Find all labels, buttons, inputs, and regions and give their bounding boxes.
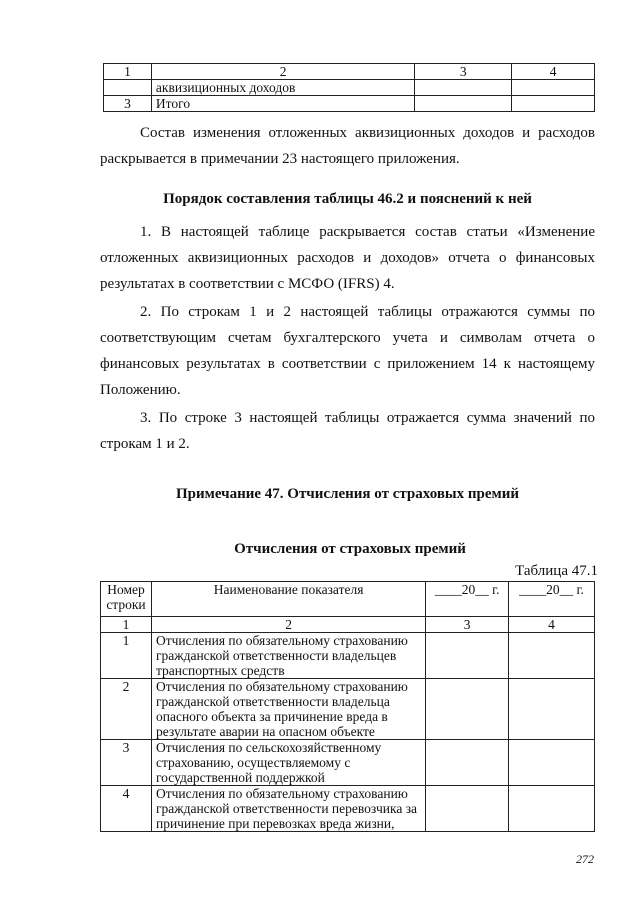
value-cell <box>426 786 509 832</box>
page-number: 272 <box>576 852 594 866</box>
row-name: Отчисления по обязательному страхованию гражданской ответственности перевозчика за причинение при перевозках вреда жизни, <box>151 786 425 832</box>
value-cell <box>426 679 509 740</box>
table-header-row <box>104 64 595 80</box>
section-heading: Порядок составления таблицы 46.2 и пояснений к ней <box>163 191 532 207</box>
paragraph: 3. По строке 3 настоящей таблицы отражается сумма значений по строкам 1 и 2. <box>100 410 595 452</box>
header-name: Наименование показателя <box>151 582 425 617</box>
table-cell: 3 <box>415 64 512 80</box>
table-cell: 1 <box>104 64 152 80</box>
table-cell: 2 <box>151 617 425 633</box>
paragraph: 2. По строкам 1 и 2 настоящей таблицы отражаются суммы по соответствующим счетам бухгалтерского учета и символам отчета о финансовых результатах в соответствии с приложением 14 к настоящему Положению. <box>100 304 595 398</box>
value-cell <box>509 786 595 832</box>
table-index-row <box>101 617 595 633</box>
value-cell <box>509 633 595 679</box>
row-number: 4 <box>101 786 152 832</box>
table-row <box>101 740 595 786</box>
row-name: Отчисления по сельскохозяйственному страхованию, осуществляемому с государственной поддержкой <box>151 740 425 786</box>
table-header-row <box>101 582 595 617</box>
value-cell <box>512 80 595 96</box>
table-cell: 2 <box>151 64 415 80</box>
value-cell <box>509 740 595 786</box>
table-row <box>101 633 595 679</box>
table-47-1 <box>100 581 595 832</box>
table-caption: Таблица 47.1 <box>515 563 598 579</box>
table-title: Отчисления от страховых премий <box>234 541 466 557</box>
row-number: 1 <box>101 633 152 679</box>
value-cell <box>426 740 509 786</box>
value-cell <box>415 80 512 96</box>
row-number <box>104 80 152 96</box>
row-number: 3 <box>101 740 152 786</box>
row-name: аквизиционных доходов <box>151 80 415 96</box>
table-cell: 4 <box>509 617 595 633</box>
table-cell: 1 <box>101 617 152 633</box>
table-row <box>101 786 595 832</box>
table-row <box>101 679 595 740</box>
value-cell <box>415 96 512 112</box>
value-cell <box>512 96 595 112</box>
table-row <box>104 80 595 96</box>
row-name: Итого <box>151 96 415 112</box>
table-cell: 3 <box>426 617 509 633</box>
table-row <box>104 96 595 112</box>
row-number: 2 <box>101 679 152 740</box>
row-name: Отчисления по обязательному страхованию гражданской ответственности владельцев транспортных средств <box>151 633 425 679</box>
note-title: Примечание 47. Отчисления от страховых премий <box>175 486 520 502</box>
value-cell <box>426 633 509 679</box>
header-number: Номер строки <box>101 582 152 617</box>
paragraph: Состав изменения отложенных аквизиционных доходов и расходов раскрывается в примечании 23 настоящего приложения. <box>100 125 595 167</box>
header-year-1: ____20__ г. <box>426 582 509 617</box>
header-year-2: ____20__ г. <box>509 582 595 617</box>
table-cell: 4 <box>512 64 595 80</box>
top-table <box>103 63 595 112</box>
row-name: Отчисления по обязательному страхованию гражданской ответственности владельца опасного объекта за причинение вреда в результате аварии на опасном объекте <box>151 679 425 740</box>
row-number: 3 <box>104 96 152 112</box>
value-cell <box>509 679 595 740</box>
paragraph: 1. В настоящей таблице раскрывается состав статьи «Изменение отложенных аквизиционных расходов и доходов» отчета о финансовых результатах в соответствии с МСФО (IFRS) 4. <box>100 224 595 292</box>
